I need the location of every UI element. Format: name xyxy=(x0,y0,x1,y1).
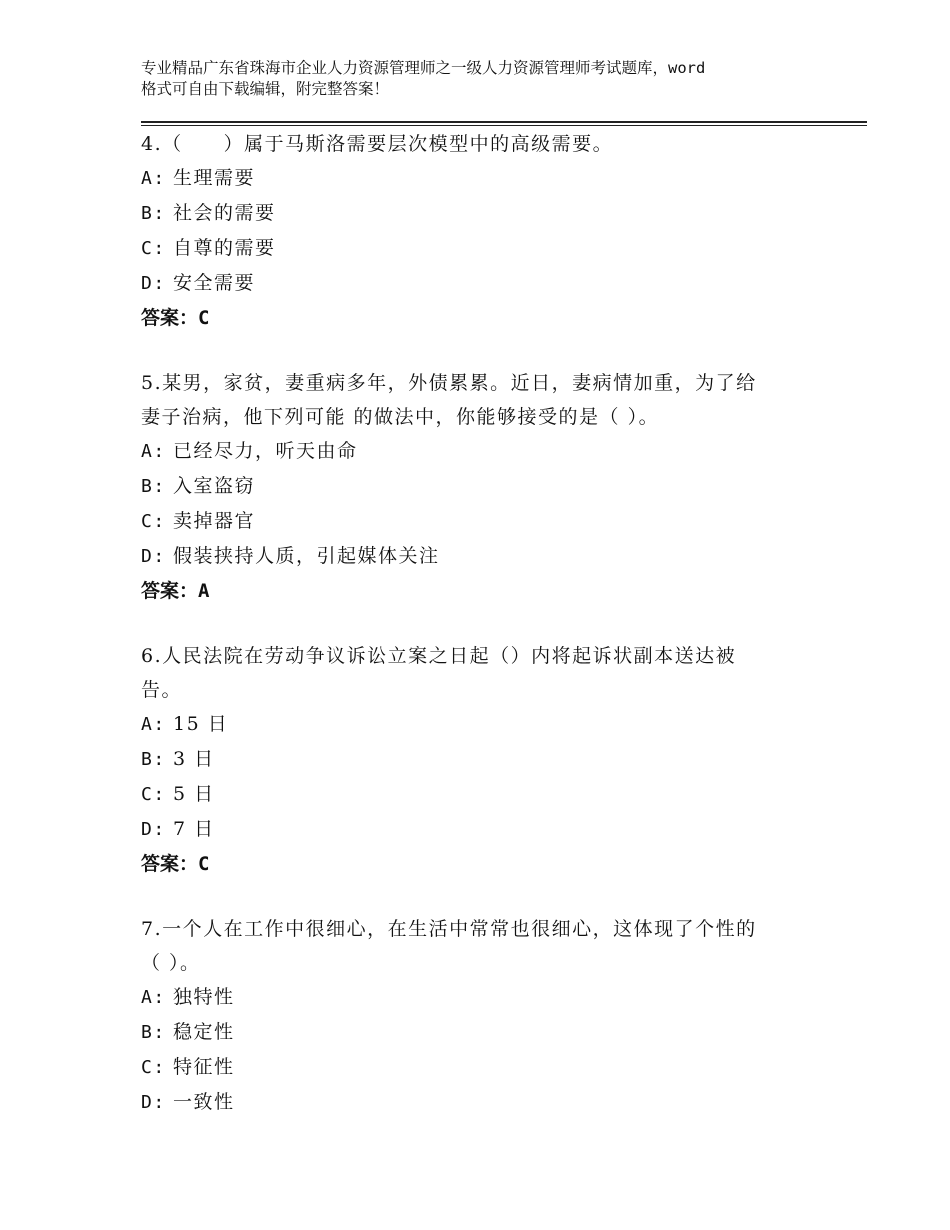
header-divider-thick xyxy=(141,121,867,123)
option-b xyxy=(141,742,821,777)
answer-line xyxy=(141,301,821,335)
option-letter: A: xyxy=(141,168,166,189)
option-text: 独特性 xyxy=(173,986,235,1008)
option-d xyxy=(141,539,821,574)
option-d xyxy=(141,266,821,301)
option-text: 15 日 xyxy=(173,713,229,735)
answer-label: 答案： xyxy=(141,580,199,602)
option-text: 自尊的需要 xyxy=(173,237,276,259)
question-7 xyxy=(141,912,821,1120)
option-c xyxy=(141,231,821,266)
option-letter: C: xyxy=(141,784,166,805)
option-d xyxy=(141,812,821,847)
option-letter: A: xyxy=(141,441,166,462)
option-letter: C: xyxy=(141,511,166,532)
option-text: 假装挟持人质，引起媒体关注 xyxy=(173,545,440,567)
header-line-1: 专业精品广东省珠海市企业人力资源管理师之一级人力资源管理师考试题库，word xyxy=(141,59,706,77)
option-text: 7 日 xyxy=(173,818,215,840)
option-d xyxy=(141,1085,821,1120)
answer-line xyxy=(141,847,821,881)
option-letter: D: xyxy=(141,273,166,294)
answer-line xyxy=(141,574,821,608)
option-b xyxy=(141,469,821,504)
option-text: 已经尽力，听天由命 xyxy=(173,440,358,462)
answer-value: A xyxy=(198,580,210,602)
option-text: 特征性 xyxy=(173,1056,235,1078)
option-text: 5 日 xyxy=(173,783,215,805)
question-6 xyxy=(141,639,821,881)
answer-value: C xyxy=(198,307,210,329)
question-stem-line-2: 妻子治病，他下列可能 的做法中，你能够接受的是（ ）。 xyxy=(141,406,660,428)
option-c xyxy=(141,1050,821,1085)
option-a xyxy=(141,980,821,1015)
option-text: 安全需要 xyxy=(173,272,256,294)
header-line-2: 格式可自由下载编辑，附完整答案！ xyxy=(141,80,390,98)
option-text: 卖掉器官 xyxy=(173,510,256,532)
document-header xyxy=(141,58,841,100)
question-stem-line-2: 告。 xyxy=(141,679,183,701)
option-text: 入室盗窃 xyxy=(173,475,256,497)
question-stem-line-1: 5.某男，家贫，妻重病多年，外债累累。近日，妻病情加重，为了给 xyxy=(141,372,757,394)
option-letter: B: xyxy=(141,1022,166,1043)
option-letter: C: xyxy=(141,238,166,259)
question-stem-line-2: （ ）。 xyxy=(141,952,201,974)
answer-value: C xyxy=(198,853,210,875)
question-4 xyxy=(141,127,821,335)
option-letter: B: xyxy=(141,203,166,224)
question-5 xyxy=(141,366,821,608)
header-divider-thin xyxy=(141,125,867,126)
option-c xyxy=(141,504,821,539)
option-letter: D: xyxy=(141,819,166,840)
option-a xyxy=(141,707,821,742)
option-a xyxy=(141,161,821,196)
option-text: 一致性 xyxy=(173,1091,235,1113)
option-text: 生理需要 xyxy=(173,167,256,189)
option-letter: B: xyxy=(141,476,166,497)
question-stem: 4.（ ）属于马斯洛需要层次模型中的高级需要。 xyxy=(141,133,614,155)
answer-label: 答案： xyxy=(141,307,199,329)
option-letter: A: xyxy=(141,714,166,735)
question-stem-line-1: 6.人民法院在劳动争议诉讼立案之日起（）内将起诉状副本送达被 xyxy=(141,645,737,667)
answer-label: 答案： xyxy=(141,853,199,875)
option-text: 稳定性 xyxy=(173,1021,235,1043)
option-b xyxy=(141,1015,821,1050)
option-letter: D: xyxy=(141,546,166,567)
option-b xyxy=(141,196,821,231)
option-letter: C: xyxy=(141,1057,166,1078)
option-letter: D: xyxy=(141,1092,166,1113)
option-a xyxy=(141,434,821,469)
option-c xyxy=(141,777,821,812)
option-letter: A: xyxy=(141,987,166,1008)
option-text: 社会的需要 xyxy=(173,202,276,224)
option-text: 3 日 xyxy=(173,748,215,770)
question-stem-line-1: 7.一个人在工作中很细心，在生活中常常也很细心，这体现了个性的 xyxy=(141,918,757,940)
option-letter: B: xyxy=(141,749,166,770)
